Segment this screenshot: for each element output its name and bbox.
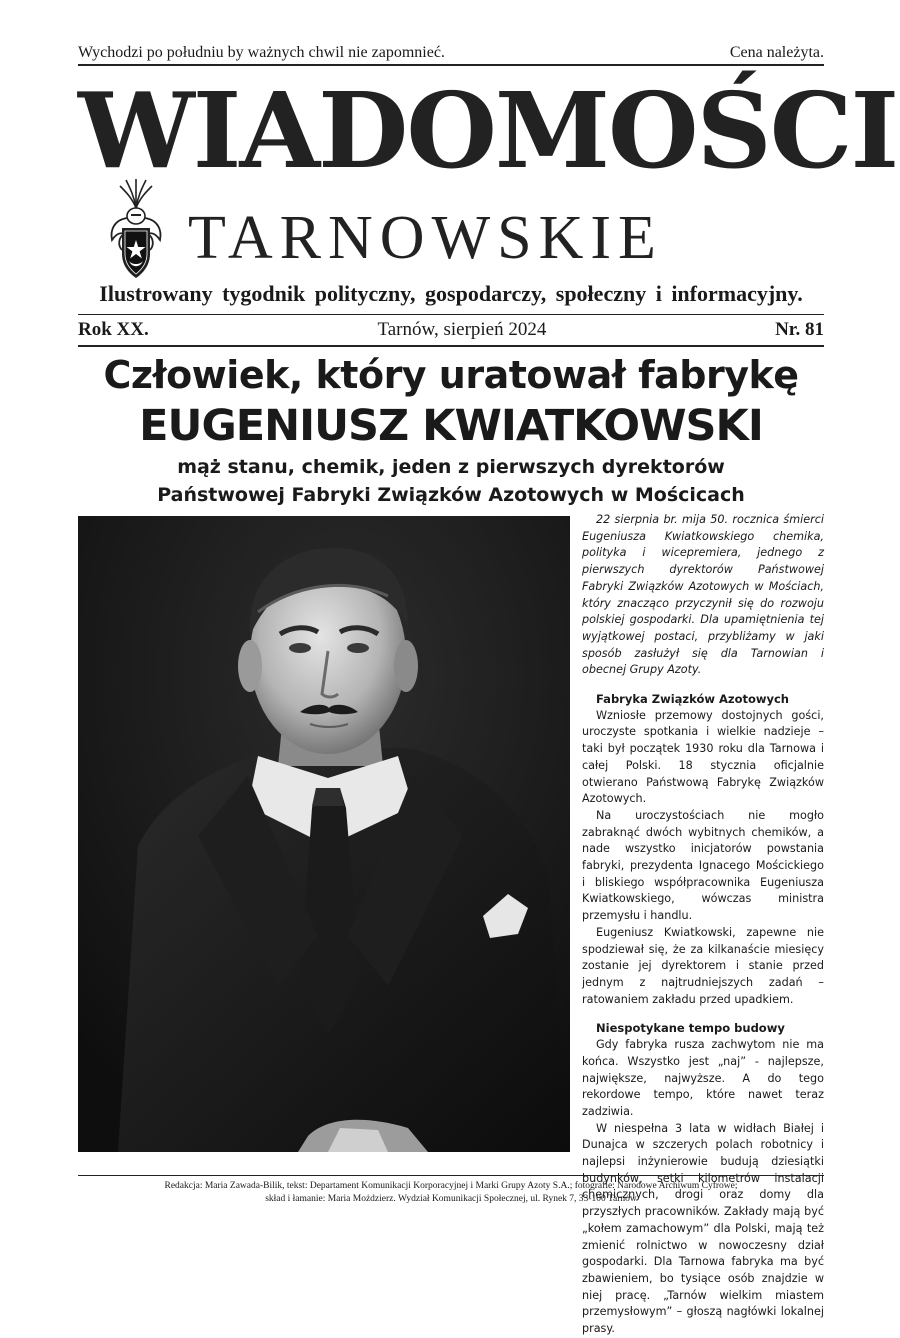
masthead-subtitle: TARNOWSKIE [188, 204, 663, 272]
newspaper-page [78, 0, 898, 1336]
masthead-title: WIADOMOŚCI [78, 69, 898, 192]
issue-year: Rok XX. [78, 319, 149, 340]
article-lead: 22 sierpnia br. mija 50. rocznica śmierci Eugeniusza Kwiatkowskiego chemika, polityka i wicepremiera, jednego z pierwszych dyrektorów Państwowej Fabryki Związków Azotowych w Mościach, który znacząco przyczynił się do rozwoju polskiej gospodarki. Dla upamiętnienia tej wyjątkowej postaci, przybliżamy w jaki sposób zasłużył się dla Tarnowian i obecnej Grupy Azoty. [582, 513, 824, 677]
issue-info [78, 318, 824, 342]
issue-rule-bottom [78, 345, 824, 347]
issue-number: Nr. 81 [775, 319, 824, 340]
article-column [582, 512, 824, 1338]
section-heading-2: Niespotykane tempo budowy [596, 1021, 785, 1036]
coat-of-arms-icon [104, 178, 168, 284]
headline-name: EUGENIUSZ KWIATKOWSKI [139, 401, 763, 451]
footer-rule [78, 1175, 824, 1176]
top-line [78, 40, 824, 62]
portrait-photo [78, 516, 570, 1152]
credits-footer [78, 1180, 824, 1206]
price: Cena należyta. [729, 44, 824, 61]
motto: Wychodzi po południu by ważnych chwil nie zapomnieć. [78, 44, 445, 61]
headline-block [78, 350, 824, 508]
subheadline-2: Państwowej Fabryki Związków Azotowych w Mościcach [157, 484, 745, 506]
subheadline-1: mąż stanu, chemik, jeden z pierwszych dyrektorów [177, 456, 725, 478]
credits-line-2: skład i łamanie: Maria Możdzierz. Wydział Komunikacji Społecznej, ul. Rynek 7, 33-100 Tarnów [265, 1194, 637, 1204]
article-paragraph: Na uroczystościach nie mogło zabraknąć dwóch wybitnych chemików, a nade wszystko inicjatorów powstania fabryki, prezydenta Ignacego Mościckiego i bliskiego współpracownika Eugeniusza Kwiatkowskiego, wówczas ministra przemysłu i handlu. [582, 808, 824, 923]
article-paragraph: W niespełna 3 lata w widłach Białej i Dunajca w szczerych polach robotnicy i najlepsi inżynierowie budują dziesiątki budynków, setki kilometrów instalacji chemicznych, drogi oraz domy dla przyszłych pracowników. Zakłady mają być „kołem zamachowym” dla Polski, mają też zmienić rolnictwo w nowoczesny dział gospodarki. Dla Tarnowa fabryka ma być zbawieniem, bo tysiące osób znajdzie w niej pracę. „Tarnów wielkim miastem przemysłowym” – głoszą nagłówki lokalnej prasy. [582, 1121, 824, 1336]
issue-place-date: Tarnów, sierpień 2024 [377, 319, 547, 340]
credits-line-1: Redakcja: Maria Zawada-Bilik, tekst: Departament Komunikacji Korporacyjnej i Marki Grupy Azoty S.A.; fotografie: Narodowe Archiwum Cyfrowe; [164, 1181, 738, 1191]
issue-rule-top [78, 314, 824, 315]
section-heading-1: Fabryka Związków Azotowych [596, 692, 789, 707]
article-paragraph: Wzniosłe przemowy dostojnych gości, uroczyste spotkania i wielkie nadzieje – taki był początek 1930 roku dla Tarnowa i całej Polski. 18 stycznia oficjalnie otwierano Państwową Fabrykę Związków Azotowych. [582, 708, 824, 806]
article-paragraph: Eugeniusz Kwiatkowski, zapewne nie spodziewał się, że za kilkanaście miesięcy zostanie jej dyrektorem i stanie przed jednym z najtrudniejszych zadań – ratowaniem zakładu przed upadkiem. [582, 925, 824, 1006]
tagline: Ilustrowany tygodnik polityczny, gospodarczy, społeczny i informacyjny. [99, 281, 803, 306]
headline: Człowiek, który uratował fabrykę [103, 353, 799, 397]
article-paragraph: Gdy fabryka rusza zachwytom nie ma końca. Wszystko jest „naj” - najlepsze, największe, najwyższe. A do tego rekordowe tempo, które nawet teraz zadziwia. [582, 1038, 824, 1118]
